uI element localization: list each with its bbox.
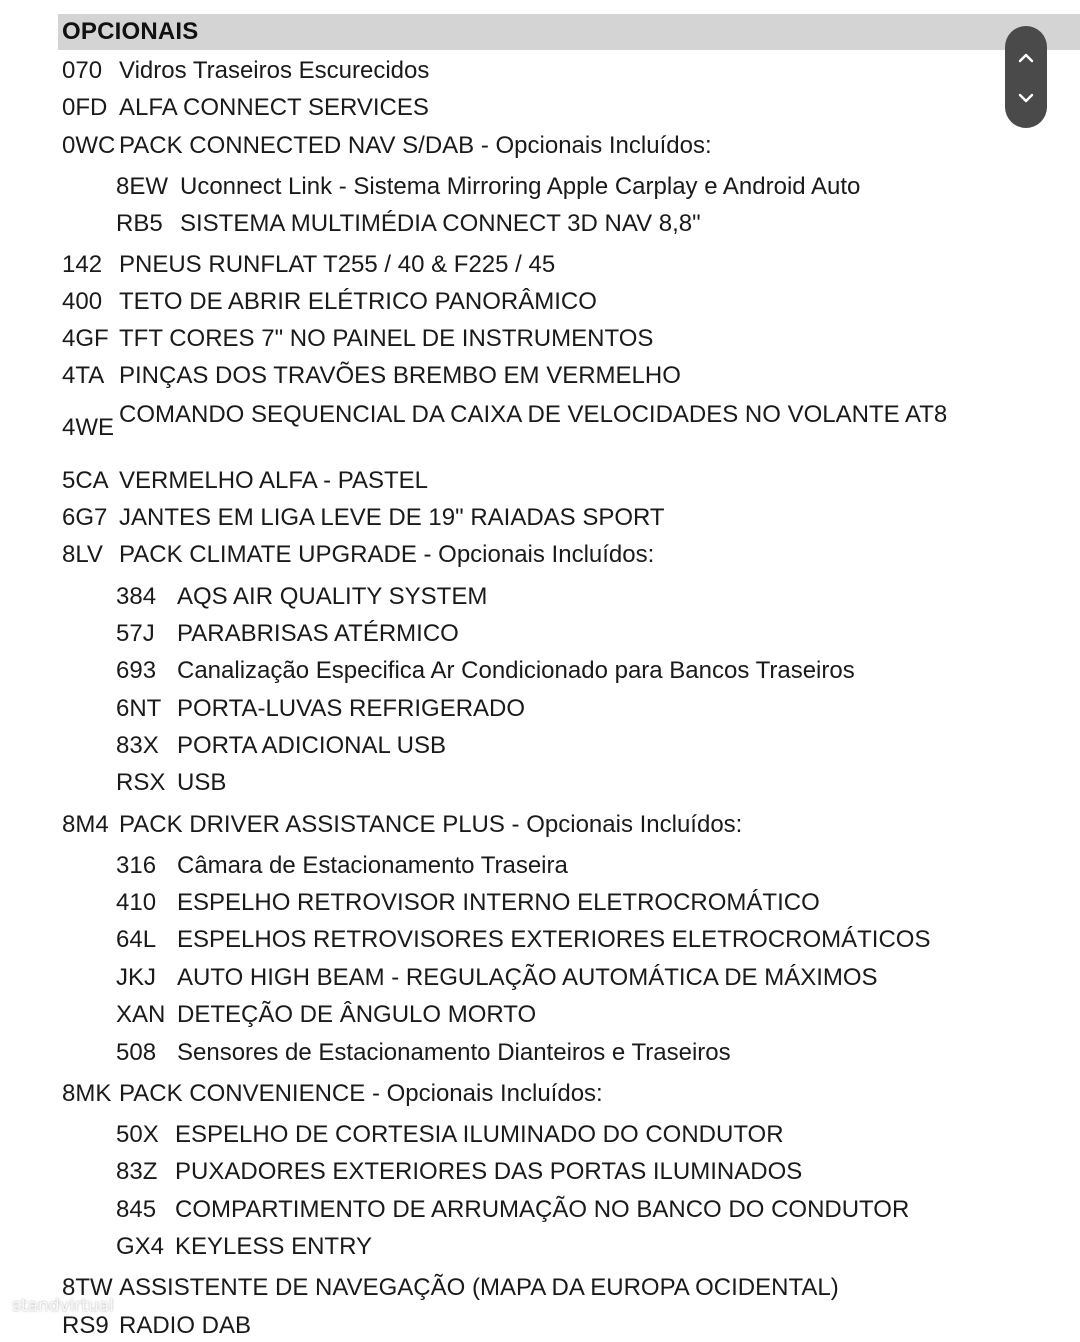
included-code: 693 [116,657,157,684]
included-label: ESPELHO RETROVISOR INTERNO ELETROCROMÁTICO [177,889,820,916]
option-code: 8MK [62,1080,112,1107]
option-label: PINÇAS DOS TRAVÕES BREMBO EM VERMELHO [119,362,681,389]
included-label: PORTA ADICIONAL USB [177,732,446,759]
option-code: 8LV [62,541,103,568]
included-label: ESPELHOS RETROVISORES EXTERIORES ELETROCROMÁTICOS [177,926,931,953]
option-label: ASSISTENTE DE NAVEGAÇÃO (MAPA DA EUROPA OCIDENTAL) [119,1274,839,1301]
option-code: 142 [62,251,103,278]
included-code: 508 [116,1039,157,1066]
option-code: 8M4 [62,811,109,838]
option-label: Vidros Traseiros Escurecidos [119,57,430,84]
included-label: Uconnect Link - Sistema Mirroring Apple Carplay e Android Auto [180,173,861,200]
option-code: 6G7 [62,504,108,531]
included-label: ESPELHO DE CORTESIA ILUMINADO DO CONDUTOR [175,1121,784,1148]
included-code: GX4 [116,1233,165,1260]
option-label: VERMELHO ALFA - PASTEL [119,467,428,494]
section-title: OPCIONAIS [62,18,199,45]
option-label: PACK CLIMATE UPGRADE - Opcionais Incluídos: [119,541,655,568]
option-label: PACK DRIVER ASSISTANCE PLUS - Opcionais Incluídos: [119,811,743,838]
option-label: RADIO DAB [119,1312,252,1339]
included-label: SISTEMA MULTIMÉDIA CONNECT 3D NAV 8,8" [180,210,701,237]
option-label: PACK CONNECTED NAV S/DAB - Opcionais Incluídos: [119,132,712,159]
included-code: RB5 [116,210,163,237]
chevron-up-icon [1017,52,1035,64]
section-header-bar [58,14,1080,50]
scroll-down-button[interactable] [1005,78,1047,118]
option-label: PNEUS RUNFLAT T255 / 40 & F225 / 45 [119,251,556,278]
included-label: USB [177,769,227,796]
watermark: standvirtual [12,1296,114,1316]
included-label: PUXADORES EXTERIORES DAS PORTAS ILUMINADOS [175,1158,803,1185]
included-code: 410 [116,889,157,916]
included-code: 83X [116,732,159,759]
option-label: COMANDO SEQUENCIAL DA CAIXA DE VELOCIDADES NO VOLANTE AT8 [119,401,948,428]
page-scroll-control [1005,26,1047,128]
included-code: 845 [116,1196,157,1223]
included-code: 57J [116,620,155,647]
included-code: 83Z [116,1158,158,1185]
included-code: 6NT [116,695,162,722]
included-code: JKJ [116,964,157,991]
included-code: 64L [116,926,157,953]
chevron-down-icon [1017,92,1035,104]
included-label: PARABRISAS ATÉRMICO [177,620,459,647]
included-label: Câmara de Estacionamento Traseira [177,852,568,879]
included-label: PORTA-LUVAS REFRIGERADO [177,695,526,722]
included-label: COMPARTIMENTO DE ARRUMAÇÃO NO BANCO DO CONDUTOR [175,1196,910,1223]
option-code: RS9 [62,1312,109,1339]
option-code: 400 [62,288,103,315]
option-label: ALFA CONNECT SERVICES [119,94,429,121]
included-code: 384 [116,583,157,610]
option-label: TETO DE ABRIR ELÉTRICO PANORÂMICO [119,288,597,315]
included-label: Sensores de Estacionamento Dianteiros e Traseiros [177,1039,731,1066]
option-code: 0WC [62,132,116,159]
option-label: JANTES EM LIGA LEVE DE 19" RAIADAS SPORT [119,504,665,531]
option-label: PACK CONVENIENCE - Opcionais Incluídos: [119,1080,603,1107]
scroll-up-button[interactable] [1005,38,1047,78]
option-label: TFT CORES 7" NO PAINEL DE INSTRUMENTOS [119,325,654,352]
option-code: 070 [62,57,103,84]
included-label: AQS AIR QUALITY SYSTEM [177,583,488,610]
included-code: 316 [116,852,157,879]
included-code: XAN [116,1001,166,1028]
option-code: 4TA [62,362,105,389]
option-code: 0FD [62,94,108,121]
included-label: Canalização Especifica Ar Condicionado para Bancos Traseiros [177,657,855,684]
included-code: RSX [116,769,166,796]
included-code: 50X [116,1121,159,1148]
included-label: AUTO HIGH BEAM - REGULAÇÃO AUTOMÁTICA DE MÁXIMOS [177,964,878,991]
option-code: 4GF [62,325,109,352]
included-label: DETEÇÃO DE ÂNGULO MORTO [177,1001,537,1028]
option-code: 8TW [62,1274,113,1301]
included-label: KEYLESS ENTRY [175,1233,372,1260]
option-code: 4WE [62,414,115,441]
option-code: 5CA [62,467,109,494]
included-code: 8EW [116,173,169,200]
